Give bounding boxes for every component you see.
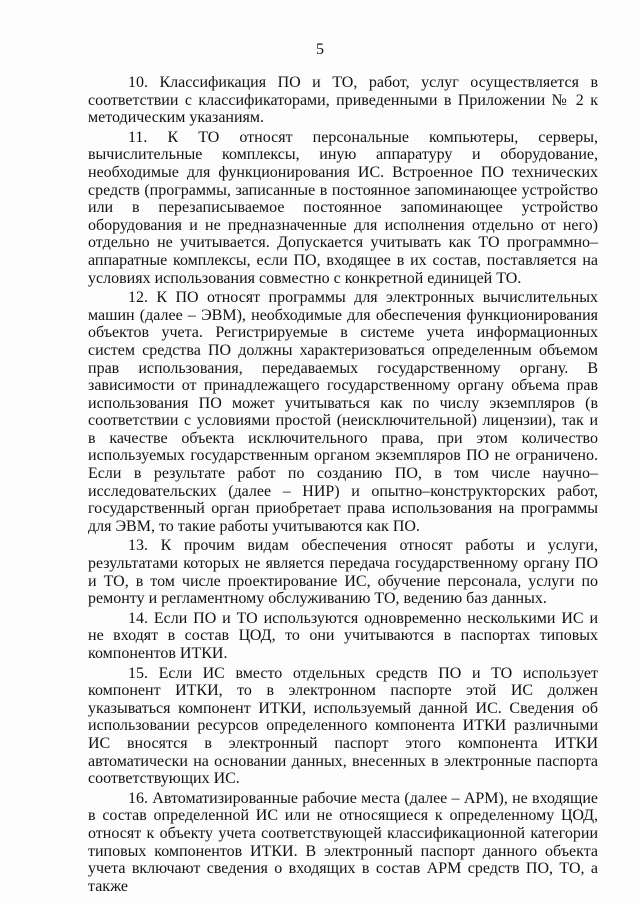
paragraph-16: 16. Автоматизированные рабочие места (далее – АРМ), не входящие в состав определенной ИС или не относящиеся к определенному ЦОД, относят к объекту учета соответствующей классификационной категории типовых компонентов ИТКИ. В электронный паспорт данного объекта учета включают сведения о входящих в состав АРМ средств ПО, ТО, а также [88,789,598,895]
paragraph-11: 11. К ТО относят персональные компьютеры, серверы, вычислительные комплексы, иную аппаратуру и оборудование, необходимые для функционирования ИС. Встроенное ПО технических средств (программы, записанные в постоянное запоминающее устройство или в перезаписываемое постоянное запоминающее устройство оборудования и не предназначенные для исполнения отдельно от него) отдельно не учитывается. Допускается учитывать как ТО программно–аппаратные комплексы, если ПО, входящее в их состав, поставляется на условиях использования совместно с конкретной единицей ТО. [88,128,598,287]
paragraph-15: 15. Если ИС вместо отдельных средств ПО и ТО использует компонент ИТКИ, то в электронном паспорте этой ИС должен указываться компонент ИТКИ, используемый данной ИС. Сведения об использовании ресурсов определенного компонента ИТКИ различными ИС вносятся в электронный паспорт этого компонента ИТКИ автоматически на основании данных, внесенных в электронные паспорта соответствующих ИС. [88,664,598,788]
document-body [88,74,598,895]
page-number: 5 [316,41,324,58]
paragraph-14: 14. Если ПО и ТО используются одновременно несколькими ИС и не входят в состав ЦОД, то они учитываются в паспортах типовых компонентов ИТКИ. [88,609,598,662]
paragraph-13: 13. К прочим видам обеспечения относят работы и услуги, результатами которых не является передача государственному органу ПО и ТО, в том числе проектирование ИС, обучение персонала, услуги по ремонту и регламентному обслуживанию ТО, ведению баз данных. [88,537,598,608]
paragraph-10: 10. Классификация ПО и ТО, работ, услуг осуществляется в соответствии с классификаторами, приведенными в Приложении № 2 к методическим указаниям. [88,74,598,127]
paragraph-12: 12. К ПО относят программы для электронных вычислительных машин (далее – ЭВМ), необходимые для обеспечения функционирования объектов учета. Регистрируемые в системе учета информационных систем средства ПО должны характеризоваться определенным объемом прав использования, передаваемых государственному органу. В зависимости от принадлежащего государственному органу объема прав использования ПО может учитываться как по числу экземпляров (в соответствии с условиями простой (неисключительной) лицензии), так и в качестве объекта исключительного права, при этом количество используемых государственным органом экземпляров ПО не ограничено. Если в результате работ по созданию ПО, в том числе научно–исследовательских (далее – НИР) и опытно–конструкторских работ, государственный орган приобретает права использования на программы для ЭВМ, то такие работы учитываются как ПО. [88,289,598,535]
